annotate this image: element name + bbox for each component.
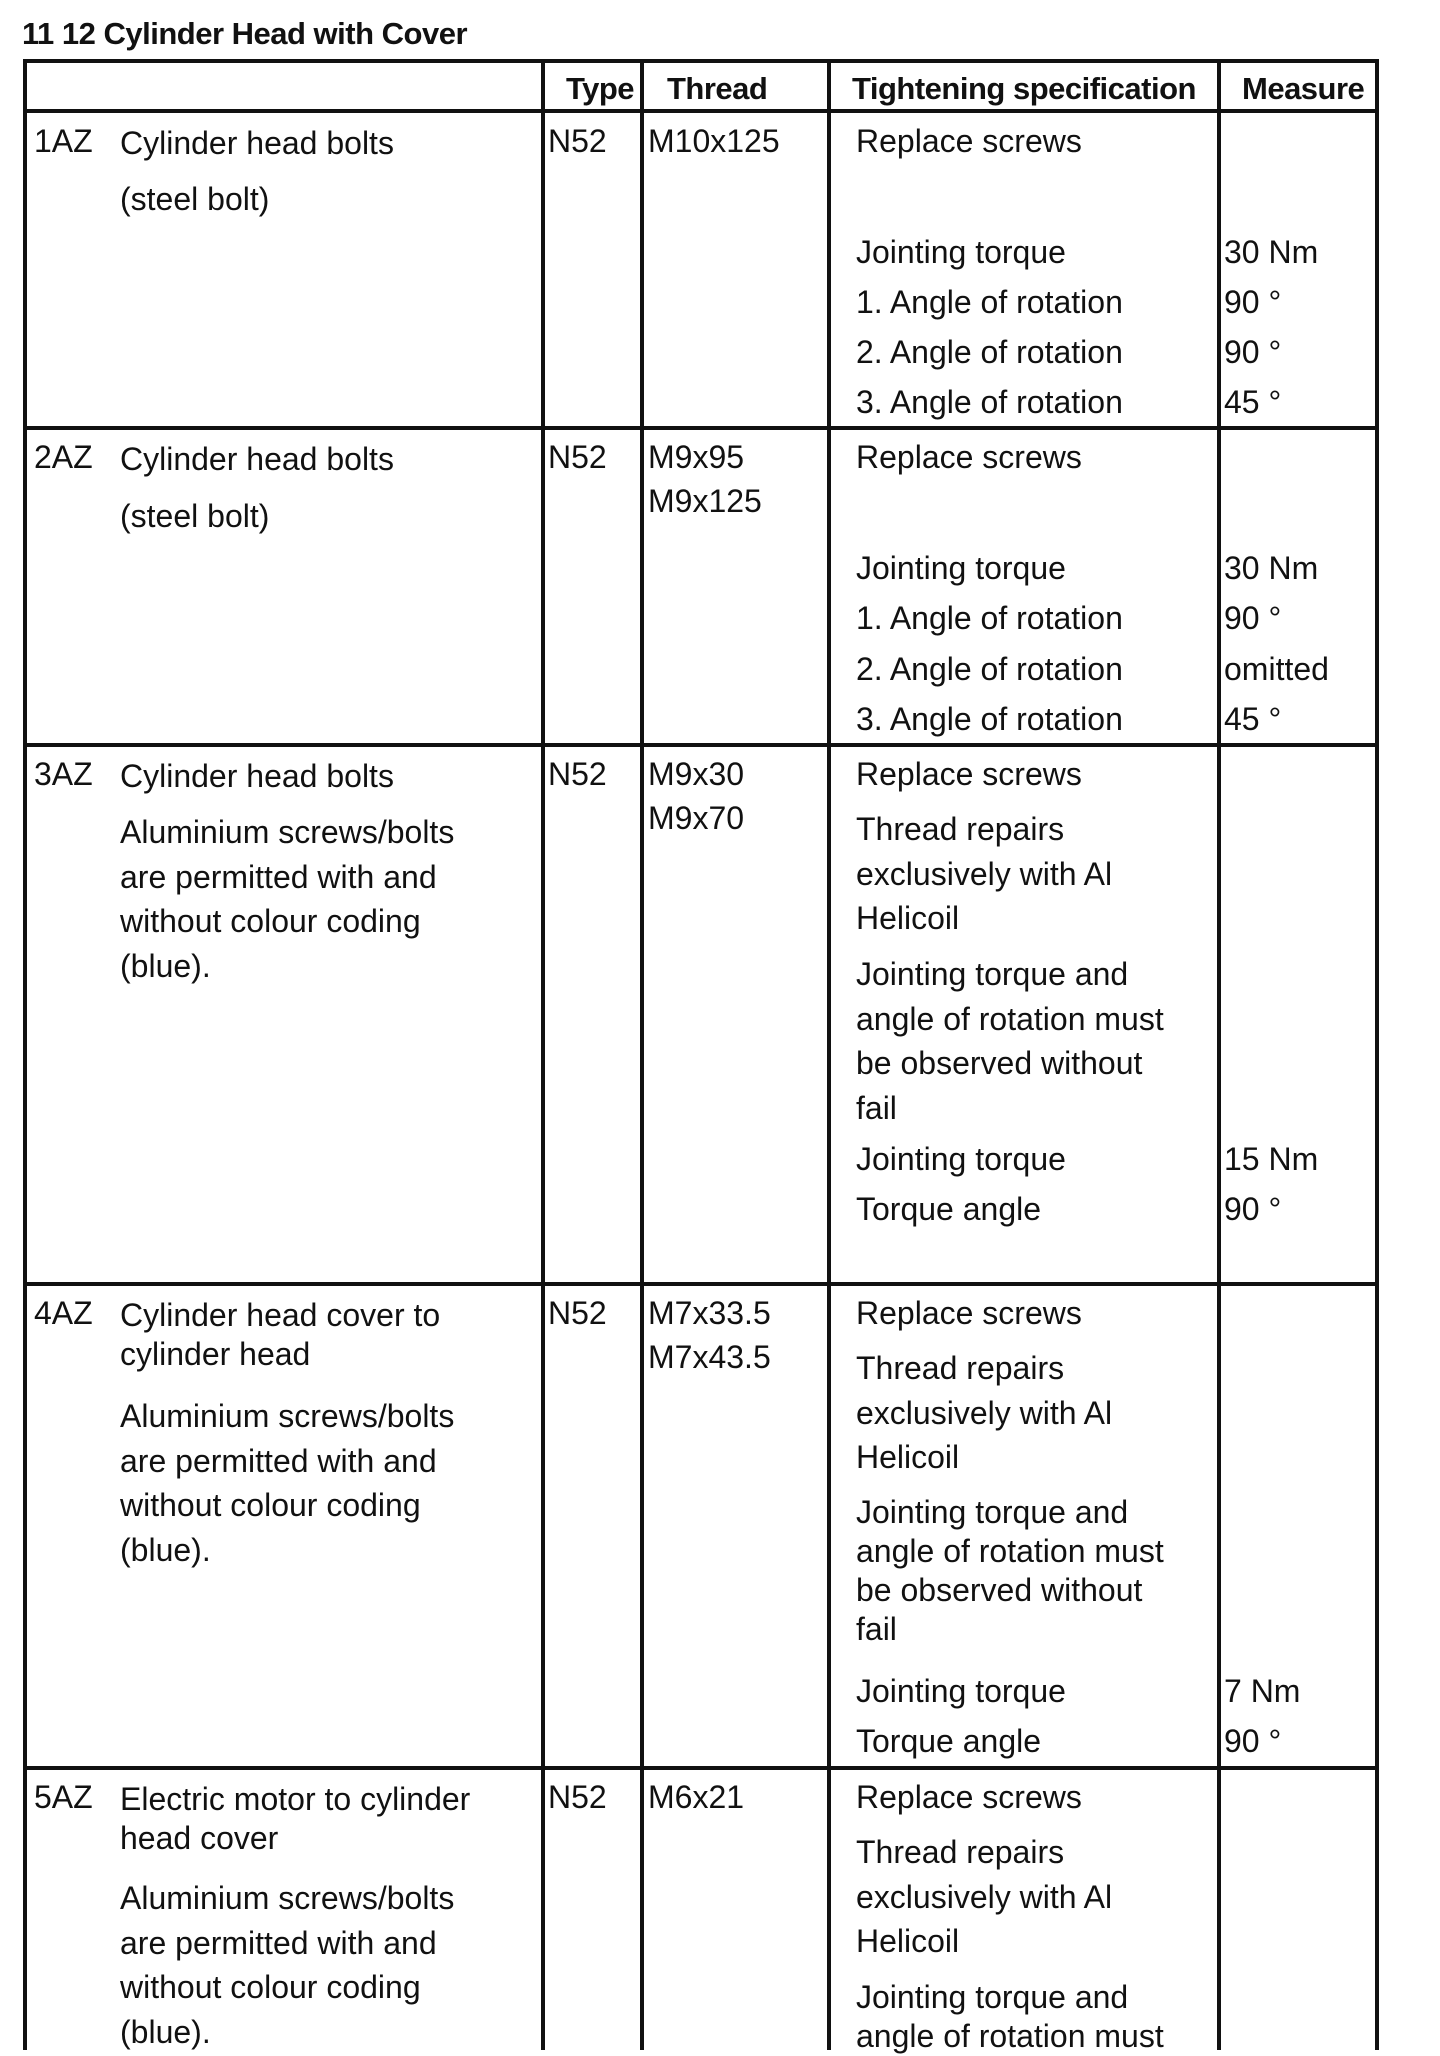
- row-name: Cylinder head bolts: [120, 441, 394, 477]
- spec-item: 1. Angle of rotation: [856, 284, 1123, 320]
- spec-item: Jointing torque: [856, 1141, 1066, 1177]
- header-divider: [23, 109, 1379, 113]
- table-border-left: [23, 59, 27, 2050]
- row-thread: M9x125: [648, 483, 762, 519]
- column-header-thread: Thread: [667, 71, 768, 106]
- spec-item: Jointing torque: [856, 1673, 1066, 1709]
- row-name: Electric motor to cylinder head cover: [120, 1781, 471, 1856]
- spec-item: Thread repairs exclusively with Al Helicoil: [856, 1350, 1113, 1475]
- row-thread: M9x30: [648, 756, 745, 792]
- row-code: 2AZ: [34, 439, 93, 475]
- measure-value: 90 °: [1224, 1723, 1282, 1759]
- row-code: 1AZ: [34, 123, 93, 159]
- row-thread: M9x70: [648, 800, 745, 836]
- table-border-top: [23, 59, 1379, 63]
- row-type: N52: [548, 1779, 607, 1815]
- spec-item: Replace screws: [856, 1779, 1082, 1815]
- row-thread: M7x33.5: [648, 1295, 771, 1331]
- page-title: 11 12 Cylinder Head with Cover: [22, 16, 468, 51]
- row-code: 5AZ: [34, 1779, 93, 1815]
- column-header-type: Type: [566, 71, 635, 106]
- column-header-measure: Measure: [1242, 71, 1365, 106]
- row-divider: [23, 743, 1379, 747]
- spec-item: Thread repairs exclusively with Al Helicoil: [856, 1834, 1113, 1959]
- column-divider: [827, 59, 831, 2050]
- column-divider: [541, 59, 545, 2050]
- column-divider: [640, 59, 644, 2050]
- spec-item: Torque angle: [856, 1723, 1042, 1759]
- row-note: (steel bolt): [120, 181, 270, 217]
- row-type: N52: [548, 1295, 607, 1331]
- spec-item: Jointing torque and angle of rotation must be observed without fail: [856, 956, 1164, 1126]
- spec-item: 2. Angle of rotation: [856, 651, 1123, 687]
- measure-value: 90 °: [1224, 600, 1282, 636]
- spec-item: 3. Angle of rotation: [856, 701, 1123, 737]
- row-type: N52: [548, 439, 607, 475]
- row-thread: M10x125: [648, 123, 780, 159]
- row-code: 4AZ: [34, 1295, 93, 1331]
- spec-item: Jointing torque and angle of rotation must: [856, 1979, 1164, 2054]
- spec-item: 2. Angle of rotation: [856, 334, 1123, 370]
- row-divider: [23, 426, 1379, 430]
- row-thread: M7x43.5: [648, 1339, 771, 1375]
- measure-value: 90 °: [1224, 1191, 1282, 1227]
- spec-item: Jointing torque: [856, 550, 1066, 586]
- row-divider: [23, 1766, 1379, 1770]
- spec-item: Jointing torque: [856, 234, 1066, 270]
- measure-value: 30 Nm: [1224, 550, 1319, 586]
- row-thread: M9x95: [648, 439, 745, 475]
- spec-item: Jointing torque and angle of rotation must be observed without fail: [856, 1494, 1164, 1647]
- spec-item: Replace screws: [856, 123, 1082, 159]
- measure-value: omitted: [1224, 651, 1329, 687]
- spec-item: Replace screws: [856, 756, 1082, 792]
- measure-value: 30 Nm: [1224, 234, 1319, 270]
- spec-item: 3. Angle of rotation: [856, 384, 1123, 420]
- column-divider: [1217, 59, 1221, 2050]
- row-name: Cylinder head bolts: [120, 125, 394, 161]
- measure-value: 15 Nm: [1224, 1141, 1319, 1177]
- row-divider: [23, 1282, 1379, 1286]
- row-note: (steel bolt): [120, 498, 270, 534]
- measure-value: 90 °: [1224, 284, 1282, 320]
- measure-value: 7 Nm: [1224, 1673, 1301, 1709]
- row-note: Aluminium screws/bolts are permitted with and without colour coding (blue).: [120, 1398, 455, 1568]
- spec-item: Replace screws: [856, 439, 1082, 475]
- row-name: Cylinder head cover to cylinder head: [120, 1297, 441, 1372]
- row-code: 3AZ: [34, 756, 93, 792]
- row-type: N52: [548, 756, 607, 792]
- spec-item: Torque angle: [856, 1191, 1042, 1227]
- table-border-right: [1375, 59, 1379, 2050]
- measure-value: 45 °: [1224, 384, 1282, 420]
- measure-value: 45 °: [1224, 701, 1282, 737]
- row-note: Aluminium screws/bolts are permitted with and without colour coding (blue).: [120, 814, 455, 984]
- column-header-spec: Tightening specification: [852, 71, 1196, 106]
- spec-item: Replace screws: [856, 1295, 1082, 1331]
- measure-value: 90 °: [1224, 334, 1282, 370]
- row-note: Aluminium screws/bolts are permitted with and without colour coding (blue).: [120, 1880, 455, 2050]
- row-thread: M6x21: [648, 1779, 745, 1815]
- row-name: Cylinder head bolts: [120, 758, 394, 794]
- spec-item: 1. Angle of rotation: [856, 600, 1123, 636]
- row-type: N52: [548, 123, 607, 159]
- spec-item: Thread repairs exclusively with Al Helicoil: [856, 811, 1113, 936]
